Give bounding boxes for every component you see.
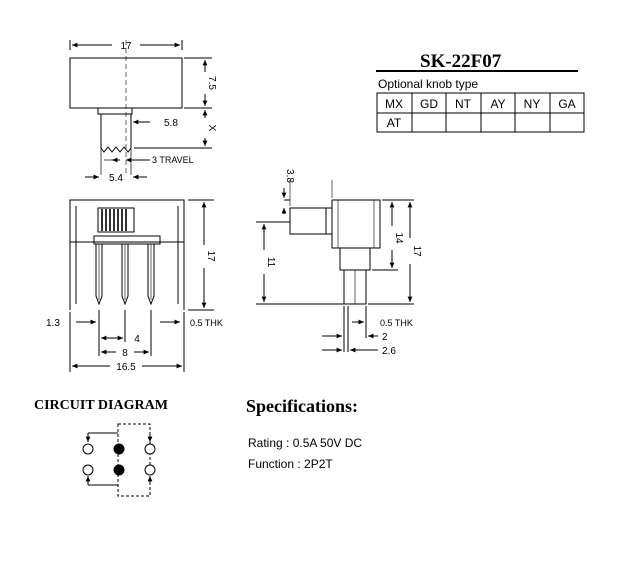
dim-width-17: 17: [120, 41, 132, 52]
dim-protrusion-3-8: 3.8: [284, 169, 295, 183]
contact-open: [145, 465, 155, 475]
dim-height-17: 17: [205, 250, 216, 262]
knob-cell: GA: [558, 97, 576, 111]
spec-function: Function : 2P2T: [248, 457, 333, 471]
knob-type-table: [377, 93, 584, 132]
dim-height-14: 14: [393, 232, 404, 244]
contact-open: [145, 444, 155, 454]
dim-actuator-5-8: 5.8: [164, 118, 178, 129]
circuit-diagram: [88, 424, 150, 496]
knob-cell: NT: [455, 97, 471, 111]
circuit-contacts: [83, 444, 155, 475]
knob-cell: GD: [420, 97, 438, 111]
dim-pitch-4: 4: [134, 334, 140, 345]
top-view-labels: [109, 41, 217, 184]
knob-cell: AT: [386, 116, 402, 130]
dim-overall-16-5: 16.5: [116, 362, 136, 373]
dim-span-8: 8: [122, 348, 128, 359]
knob-cell: NY: [523, 97, 541, 111]
knob-table-caption: Optional knob type: [378, 77, 479, 91]
spec-rating: Rating : 0.5A 50V DC: [248, 436, 363, 450]
dim-spacing-2: 2: [382, 332, 388, 343]
dim-span-2-6: 2.6: [382, 346, 396, 357]
dim-height-7-5: 7.5: [206, 76, 217, 90]
contact-open: [83, 465, 93, 475]
dim-pin-thk: 0.5 THK: [190, 318, 223, 328]
front-view: [70, 200, 214, 372]
circuit-diagram-title: CIRCUIT DIAGRAM: [34, 398, 168, 413]
specifications-title: Specifications:: [246, 396, 358, 416]
dim-travel: 3 TRAVEL: [152, 155, 194, 165]
knob-cell: MX: [385, 97, 403, 111]
dim-actuator-x: X: [206, 124, 217, 132]
knob-cell: AY: [490, 97, 506, 111]
front-view-labels: [46, 250, 223, 373]
dim-height-11: 11: [265, 256, 276, 268]
dim-offset-5-4: 5.4: [109, 173, 123, 184]
contact-common: [114, 465, 124, 475]
dim-height-17-side: 17: [411, 245, 422, 257]
contact-common: [114, 444, 124, 454]
contact-open: [83, 444, 93, 454]
dim-pin-thk-side: 0.5 THK: [380, 318, 413, 328]
title-block: [376, 51, 578, 91]
dim-pin-width-1-3: 1.3: [46, 318, 60, 329]
model-title: SK-22F07: [420, 51, 502, 72]
